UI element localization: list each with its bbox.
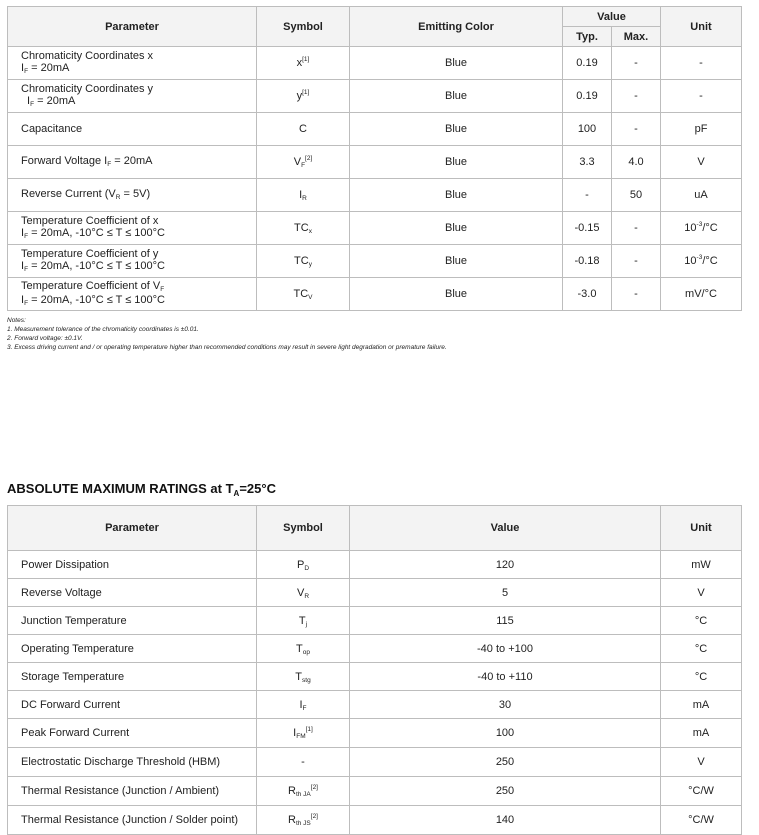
symbol-cell: $V_R$ [257, 579, 350, 607]
typ-cell: 0.19 [563, 80, 612, 113]
parameter-cell: Temperature Coefficient of $V_F$ $I_F = 20mA$, -10°C ≤ T ≤ 100°C [8, 278, 257, 311]
symbol-cell: $V_F[2]$ [257, 146, 350, 179]
notes-title: Notes: [7, 317, 26, 324]
parameter-cell: Chromaticity Coordinates y $I_F = 20mA$ [8, 80, 257, 113]
unit-cell: mW [661, 551, 742, 579]
parameter-cell: Electrostatic Discharge Threshold (HBM) [8, 748, 257, 777]
symbol-cell: $R_{th JA}[2]$ [257, 777, 350, 806]
typ-cell: -0.15 [563, 212, 612, 245]
note-item: 3. Excess driving current and / or operating temperature higher than recommended conditions may result in severe light degradation or premature failure. [7, 344, 447, 351]
parameter-cell: Capacitance [8, 113, 257, 146]
unit-cell: - [661, 80, 742, 113]
header-value: Value [350, 506, 661, 551]
header-unit: Unit [661, 506, 742, 551]
color-cell: Blue [350, 80, 563, 113]
unit-cell: °C [661, 635, 742, 663]
parameter-cell: Operating Temperature [8, 635, 257, 663]
unit-cell: V [661, 748, 742, 777]
table-row [8, 579, 742, 607]
unit-cell: °C [661, 607, 742, 635]
max-cell: - [612, 212, 661, 245]
unit-cell: uA [661, 179, 742, 212]
parameter-cell: Chromaticity Coordinates x $I_F = 20mA$ [8, 47, 257, 80]
parameter-cell: Reverse Voltage [8, 579, 257, 607]
header-max: Max. [612, 27, 661, 47]
symbol-cell: $TC_x$ [257, 212, 350, 245]
max-cell: - [612, 80, 661, 113]
parameter-cell: Thermal Resistance (Junction / Solder point) [8, 806, 257, 835]
value-cell: 5 [350, 579, 661, 607]
note-item: 1. Measurement tolerance of the chromaticity coordinates is ±0.01. [7, 326, 199, 333]
value-cell: -40 to +110 [350, 663, 661, 691]
value-cell: 140 [350, 806, 661, 835]
symbol-cell: $T_{op}$ [257, 635, 350, 663]
unit-cell: °C [661, 663, 742, 691]
value-cell: 120 [350, 551, 661, 579]
typ-cell: 0.19 [563, 47, 612, 80]
symbol-cell: x[1] [257, 47, 350, 80]
symbol-cell: y[1] [257, 80, 350, 113]
table-row [8, 607, 742, 635]
symbol-cell: $R_{th JS}[2]$ [257, 806, 350, 835]
color-cell: Blue [350, 245, 563, 278]
table-row [8, 245, 742, 278]
color-cell: Blue [350, 278, 563, 311]
typ-cell: - [563, 179, 612, 212]
table-row [8, 113, 742, 146]
max-cell: - [612, 278, 661, 311]
unit-cell: °C/W [661, 777, 742, 806]
value-cell: 250 [350, 748, 661, 777]
color-cell: Blue [350, 146, 563, 179]
max-cell: - [612, 47, 661, 80]
note-item: 2. Forward voltage: ±0.1V. [7, 335, 83, 342]
value-cell: 250 [350, 777, 661, 806]
unit-cell: - [661, 47, 742, 80]
notes [7, 316, 447, 352]
unit-cell: mV/°C [661, 278, 742, 311]
symbol-cell: $I_F$ [257, 691, 350, 719]
typ-cell: 100 [563, 113, 612, 146]
symbol-cell: $I_{FM}[1]$ [257, 719, 350, 748]
symbol-cell: $T_j$ [257, 607, 350, 635]
max-cell: - [612, 245, 661, 278]
header-symbol: Symbol [257, 7, 350, 47]
color-cell: Blue [350, 212, 563, 245]
header-emitting-color: Emitting Color [350, 7, 563, 47]
unit-cell: V [661, 579, 742, 607]
header-value: Value [563, 7, 661, 27]
table-row [8, 663, 742, 691]
typ-cell: -3.0 [563, 278, 612, 311]
unit-cell: °C/W [661, 806, 742, 835]
table-row [8, 719, 742, 748]
table-row [8, 80, 742, 113]
table-row [8, 551, 742, 579]
value-cell: 30 [350, 691, 661, 719]
parameter-cell: Forward Voltage $I_F = 20mA$ [8, 146, 257, 179]
section-title: ABSOLUTE MAXIMUM RATINGS at $T_A=25^\circ C$ [7, 481, 276, 498]
typ-cell: -0.18 [563, 245, 612, 278]
max-cell: - [612, 113, 661, 146]
symbol-cell: - [257, 748, 350, 777]
color-cell: Blue [350, 113, 563, 146]
header-symbol: Symbol [257, 506, 350, 551]
symbol-cell: $I_R$ [257, 179, 350, 212]
table-row [8, 47, 742, 80]
max-cell: 4.0 [612, 146, 661, 179]
electro-optical-table [7, 6, 742, 311]
parameter-cell: Storage Temperature [8, 663, 257, 691]
parameter-cell: Power Dissipation [8, 551, 257, 579]
value-cell: 100 [350, 719, 661, 748]
unit-cell: mA [661, 691, 742, 719]
parameter-cell: Reverse Current $(V_R = 5V)$ [8, 179, 257, 212]
table-row [8, 179, 742, 212]
parameter-cell: Peak Forward Current [8, 719, 257, 748]
table-row [8, 212, 742, 245]
parameter-cell: Thermal Resistance (Junction / Ambient) [8, 777, 257, 806]
max-cell: 50 [612, 179, 661, 212]
table-row [8, 635, 742, 663]
value-cell: 115 [350, 607, 661, 635]
table-row [8, 748, 742, 777]
unit-cell: $10^{-3}/^\circ C$ [661, 212, 742, 245]
table-row [8, 146, 742, 179]
symbol-cell: $TC_V$ [257, 278, 350, 311]
unit-cell: $10^{-3}/^\circ C$ [661, 245, 742, 278]
parameter-cell: Temperature Coefficient of x $I_F = 20mA$, -10°C ≤ T ≤ 100°C [8, 212, 257, 245]
header-typ: Typ. [563, 27, 612, 47]
header-unit: Unit [661, 7, 742, 47]
unit-cell: pF [661, 113, 742, 146]
parameter-cell: Junction Temperature [8, 607, 257, 635]
header-parameter: Parameter [8, 506, 257, 551]
header-parameter: Parameter [8, 7, 257, 47]
typ-cell: 3.3 [563, 146, 612, 179]
symbol-cell: $P_D$ [257, 551, 350, 579]
unit-cell: V [661, 146, 742, 179]
parameter-cell: DC Forward Current [8, 691, 257, 719]
symbol-cell: C [257, 113, 350, 146]
unit-cell: mA [661, 719, 742, 748]
symbol-cell: $TC_y$ [257, 245, 350, 278]
table-row [8, 278, 742, 311]
value-cell: -40 to +100 [350, 635, 661, 663]
table-row [8, 691, 742, 719]
parameter-cell: Temperature Coefficient of y $I_F = 20mA$, -10°C ≤ T ≤ 100°C [8, 245, 257, 278]
color-cell: Blue [350, 47, 563, 80]
table-row [8, 777, 742, 806]
table-row [8, 806, 742, 835]
symbol-cell: $T_{stg}$ [257, 663, 350, 691]
absolute-maximum-ratings-table [7, 505, 742, 835]
color-cell: Blue [350, 179, 563, 212]
